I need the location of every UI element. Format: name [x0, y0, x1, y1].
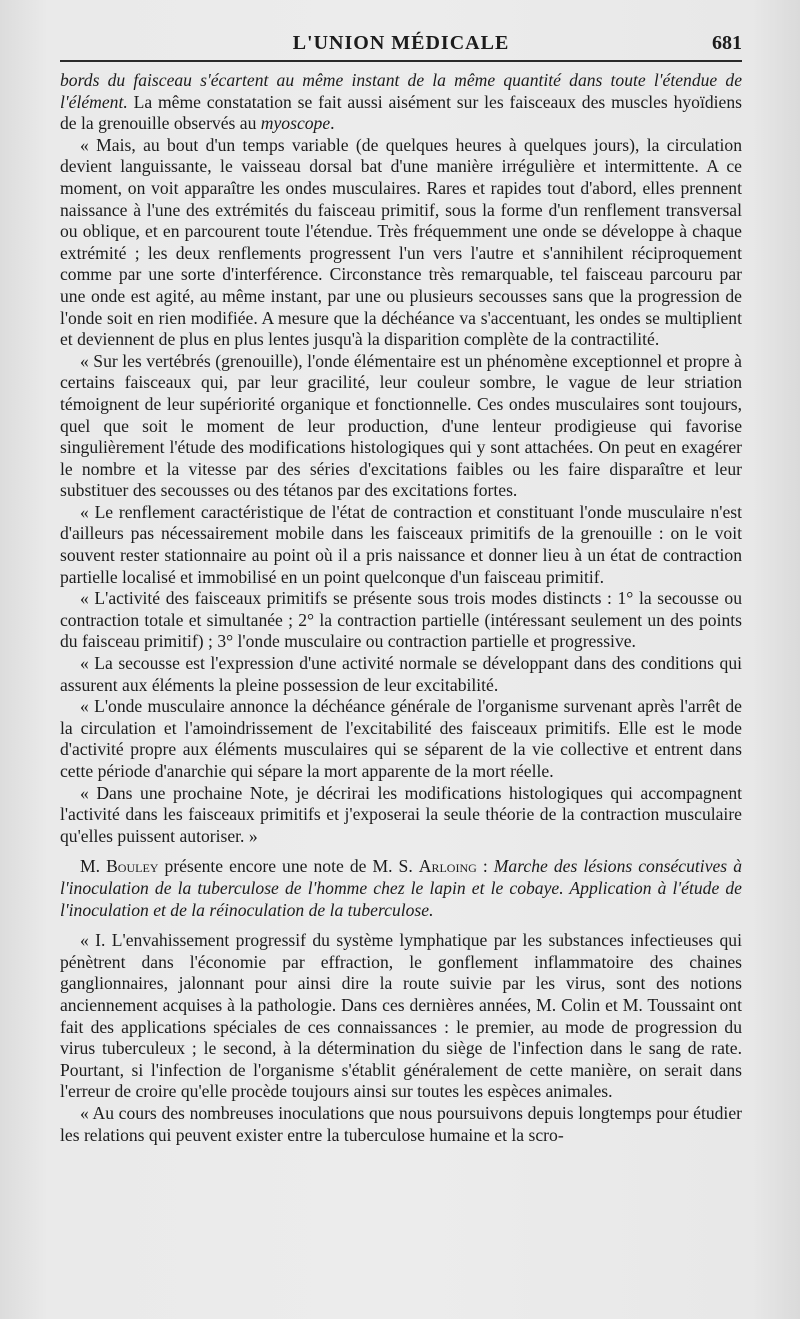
author-name: M. Bouley — [80, 856, 159, 877]
paragraph — [60, 1103, 742, 1146]
paragraph — [60, 856, 742, 921]
paragraph — [60, 70, 742, 135]
page-number: 681 — [712, 32, 742, 54]
paragraph — [60, 351, 742, 502]
paragraph — [60, 783, 742, 848]
article-body — [60, 70, 742, 1146]
paragraph — [60, 696, 742, 782]
paragraph — [60, 588, 742, 653]
paragraph — [60, 502, 742, 588]
text-run: « Dans une prochaine Note, je décrirai les modifications histologiques qui accompagnent l'activité dans les faisceaux primitifs et j'exposerai la seule théorie de la contraction musculaire qu'elles puissent autoriser. » — [60, 782, 742, 846]
text-run: « L'activité des faisceaux primitifs se présente sous trois modes distincts : 1° la secousse ou contraction totale et simultanée ; 2° la contraction partielle (intéressant seulement un des points du faisceau primitif) ; 3° l'onde musculaire ou contraction partielle et progressive. — [60, 588, 742, 652]
italic-text: Marche des lésions consécutives à l'inoculation de la tuberculose de l'homme chez le lapin et le cobaye. Application à l'étude de l'inoculation et de la réinoculation de la tuberculose. — [60, 856, 742, 920]
text-run: « I. L'envahissement progressif du système lymphatique par les substances infectieuses qui pénètrent dans l'économie par effraction, le gonflement inflammatoire des chaines ganglionnaires, jalonnant pour ainsi dire la route suivie par les virus, sont des notions anciennement acquises à la pathologie. Dans ces dernières années, M. Colin et M. Toussaint ont fait des applications spéciales de ces connaissances : le premier, au mode de progression du virus tuberculeux ; le second, à la détermination du siège de l'infection dans le sang de rate. Pourtant, si l'infection de l'organisme s'établit généralement de cette manière, on serait dans l'erreur de croire qu'elle procède toujours ainsi sur toutes les espèces animales. — [60, 930, 742, 1102]
text-run: « Au cours des nombreuses inoculations que nous poursuivons depuis longtemps pour étudier les relations qui peuvent exister entre la tuberculose humaine et la scro- — [60, 1102, 742, 1145]
page-header — [60, 30, 742, 62]
text-run: « L'onde musculaire annonce la déchéance générale de l'organisme survenant après l'arrêt de la circulation et l'amoindrissement de l'excitabilité des faisceaux primitifs. Elle est le mode d'activité propre aux éléments musculaires qui se séparent de la vie collective et entrent dans cette période d'anarchie qui sépare la mort apparente de la mort réelle. — [60, 696, 742, 781]
text-run: « Le renflement caractéristique de l'état de contraction et constituant l'onde musculaire n'est d'ailleurs pas nécessairement mobile dans les faisceaux primitifs de la grenouille : on le voit souvent rester stationnaire au point où il a pris naissance et donner lieu à un état de contraction partielle localisé et immobilisé en un point quelconque d'un faisceau primitif. — [60, 501, 742, 587]
author-name: Arloing — [418, 856, 477, 877]
running-title: L'UNION MÉDICALE — [292, 32, 510, 54]
text-run: « Sur les vertébrés (grenouille), l'onde élémentaire est un phénomène exceptionnel et propre à certains faisceaux qui, par leur gracilité, leur couleur sombre, le vague de leur striation témoignent de leur supériorité organique et fonctionnelle. Ces ondes musculaires sont toujours, quel que soit le moment de leur production, d'une lenteur prodigieuse qui favorise singulièrement l'étude des modifications histologiques qui y sont attachées. On peut en exagérer le nombre et la vitesse par des séries d'excitations faibles ou les faire disparaître et leur substituer des secousses ou des tétanos par des excitations fortes. — [60, 350, 742, 501]
text-run: « Mais, au bout d'un temps variable (de quelques heures à quelques jours), la circulation devient languissante, le vaisseau dorsal bat d'une manière irrégulière et intermittente. A ce moment, on voit apparaître les ondes musculaires. Rares et rapides tout d'abord, elles prennent naissance à l'une des extrémités du faisceau primitif, sous la forme d'un renflement transversal ou oblique, et en parcourent toute l'étendue. Très fréquemment une onde se développe à chaque extrémité ; les deux renflements progressent l'un vers l'autre et s'annihilent réciproquement comme par une sorte d'interférence. Circonstance très remarquable, tel faisceau parcouru par une onde est agité, au même instant, par une ou plusieurs secousses sans que la progression de l'onde soit en rien modifiée. A mesure que la déchéance va s'accentuant, les ondes se multiplient et deviennent de plus en plus lentes jusqu'à la disparition complète de la contractilité. — [60, 134, 742, 350]
text-run: . — [330, 113, 335, 134]
paragraph — [60, 653, 742, 696]
italic-text: myoscope — [260, 113, 331, 134]
text-run: : — [476, 856, 494, 877]
text-run: présente encore une note de M. S. — [158, 856, 419, 877]
paragraph — [60, 135, 742, 351]
paragraph — [60, 930, 742, 1103]
italic-text: bords du faisceau s'écartent au même instant de la même quantité dans toute l'étendue de l'élément. — [60, 70, 742, 112]
text-run: « La secousse est l'expression d'une activité normale se développant dans des conditions qui assurent aux éléments la pleine possession de leur excitabilité. — [60, 653, 742, 695]
text-run: La même constatation se fait aussi aisément sur les faisceaux des muscles hyoïdiens de la grenouille observés au — [60, 91, 742, 134]
